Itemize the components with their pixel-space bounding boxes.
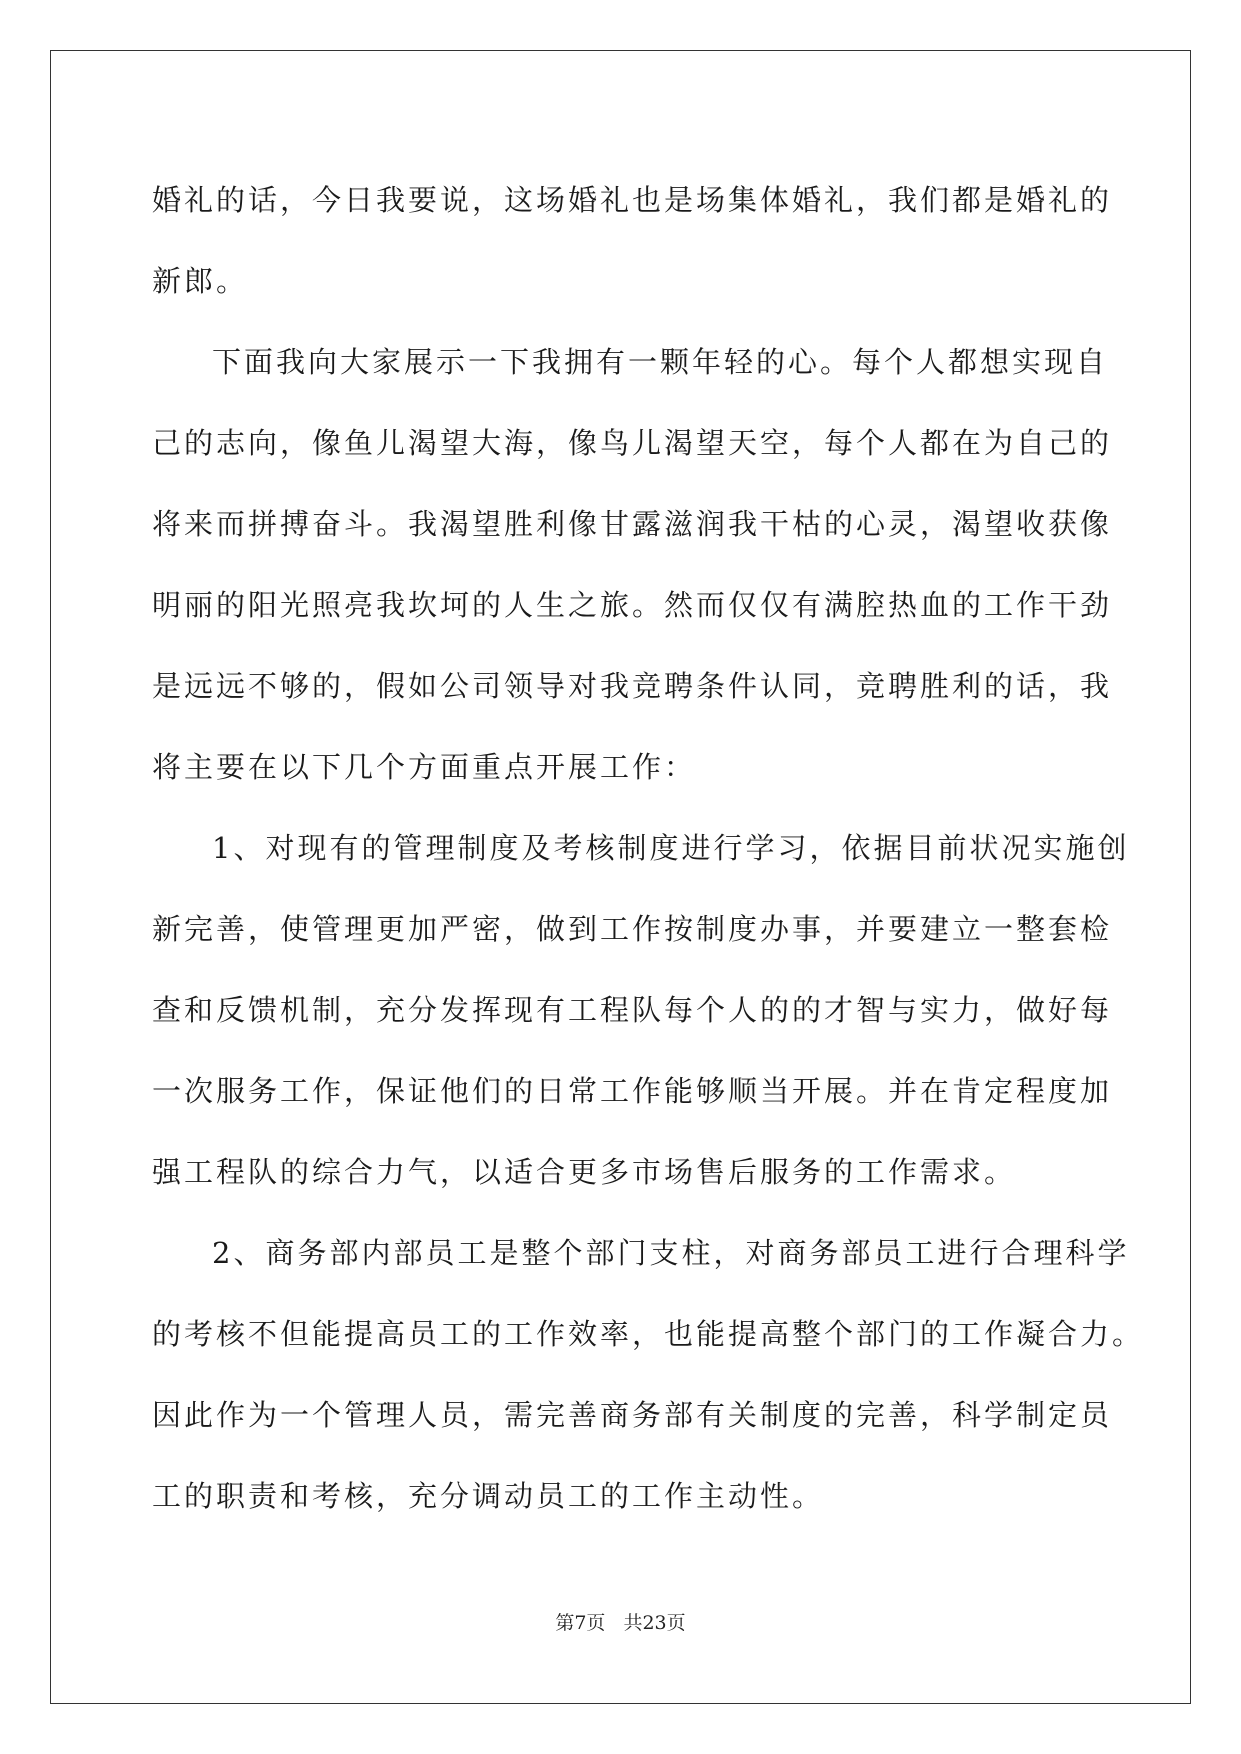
text-line: 是远远不够的，假如公司领导对我竞聘条件认同，竞聘胜利的话，我 [152,669,1113,703]
page-footer [0,1608,1241,1635]
text-line: 查和反馈机制，充分发挥现有工程队每个人的的才智与实力，做好每 [152,993,1113,1027]
text-line: 明丽的阳光照亮我坎坷的人生之旅。然而仅仅有满腔热血的工作干劲 [152,588,1113,622]
text-line: 新完善，使管理更加严密，做到工作按制度办事，并要建立一整套检 [152,912,1113,946]
text-line: 的考核不但能提高员工的工作效率，也能提高整个部门的工作凝合力。 [152,1317,1145,1351]
text-line: 强工程队的综合力气，以适合更多市场售后服务的工作需求。 [152,1155,1017,1189]
text-line: 工的职责和考核，充分调动员工的工作主动性。 [152,1479,825,1513]
text-line: 新郎。 [152,264,249,298]
text-line: 婚礼的话，今日我要说，这场婚礼也是场集体婚礼，我们都是婚礼的 [152,183,1113,217]
text-line: 下面我向大家展示一下我拥有一颗年轻的心。每个人都想实现自 [212,345,1109,379]
page-number: 第7页 [555,1612,606,1634]
text-line: 因此作为一个管理人员，需完善商务部有关制度的完善，科学制定员 [152,1398,1113,1432]
text-line: 1、对现有的管理制度及考核制度进行学习，依据目前状况实施创 [212,831,1130,865]
text-line: 将主要在以下几个方面重点开展工作： [152,750,697,784]
document-body [152,160,1145,1537]
text-line: 一次服务工作，保证他们的日常工作能够顺当开展。并在肯定程度加 [152,1074,1113,1108]
text-line: 将来而拼搏奋斗。我渴望胜利像甘露滋润我干枯的心灵，渴望收获像 [152,507,1113,541]
text-line: 己的志向，像鱼儿渴望大海，像鸟儿渴望天空，每个人都在为自己的 [152,426,1113,460]
page-total: 共23页 [623,1612,686,1634]
text-line: 2、商务部内部员工是整个部门支柱，对商务部员工进行合理科学 [212,1236,1130,1270]
